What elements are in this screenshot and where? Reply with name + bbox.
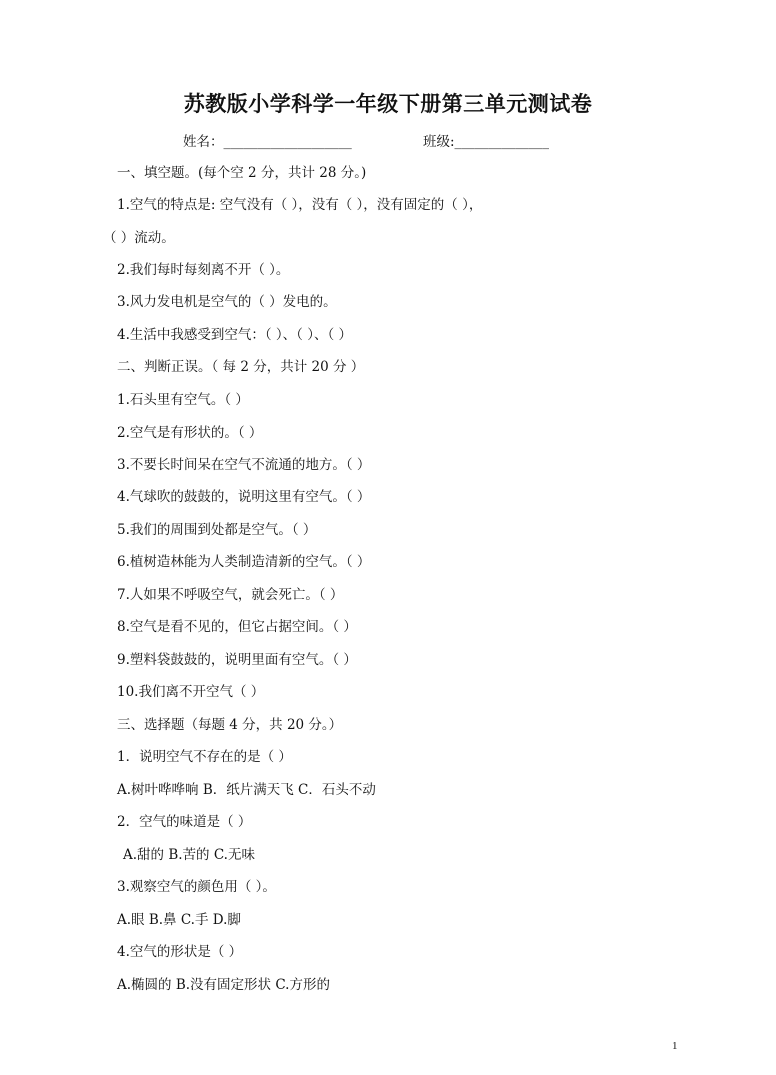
name-field: 姓名：___________________ [183,134,352,150]
choice-question-2-options: A.甜的 B.苦的 C.无味 [123,847,255,863]
page-title: 苏教版小学科学一年级下册第三单元测试卷 [183,92,593,116]
choice-question-3-options: A.眼 B.鼻 C.手 D.脚 [117,912,241,928]
page-number: 1 [672,1040,678,1052]
question-3: 3.风力发电机是空气的（ ）发电的。 [117,294,337,310]
choice-question-2: 2．空气的味道是（ ） [117,814,252,830]
section2-heading: 二、判断正误。（ 每 2 分，共计 20 分 ） [117,359,365,375]
choice-question-4: 4.空气的形状是（ ） [117,944,243,960]
judge-item: 1.石头里有空气。（ ） [117,392,249,408]
choice-question-3: 3.观察空气的颜色用（ ）。 [117,879,276,895]
judge-item: 2.空气是有形状的。（ ） [117,425,263,441]
question-1-line-2: （ ）流动。 [103,230,175,246]
judge-item: 4.气球吹的鼓鼓的，说明这里有空气。（ ） [117,489,371,505]
section1-heading: 一、填空题。(每个空 2 分，共计 28 分。) [117,165,367,181]
question-2: 2.我们每时每刻离不开（ ）。 [117,262,290,278]
judge-item: 10.我们离不开空气（ ） [117,684,265,700]
question-1-line-1: 1.空气的特点是: 空气没有（ ），没有（ ），没有固定的（ ）， [117,197,483,213]
judge-item: 7.人如果不呼吸空气，就会死亡。（ ） [117,587,344,603]
class-field: 班级:______________ [423,134,550,150]
judge-item: 5.我们的周围到处都是空气。（ ） [117,522,317,538]
choice-question-1-options: A.树叶哗哗响 B．纸片满天飞 C．石头不动 [117,782,376,798]
judge-item: 6.植树造林能为人类制造清新的空气。（ ） [117,554,371,570]
judge-item: 9.塑料袋鼓鼓的，说明里面有空气。（ ） [117,652,357,668]
question-4: 4.生活中我感受到空气：（ ）、（ ）、（ ） [117,327,353,343]
choice-question-1: 1．说明空气不存在的是（ ） [117,749,292,765]
judge-item: 3.不要长时间呆在空气不流通的地方。（ ） [117,457,371,473]
section3-heading: 三、选择题（每题 4 分，共 20 分。） [117,717,343,733]
choice-question-4-options: A.椭圆的 B.没有固定形状 C.方形的 [117,977,330,993]
judge-item: 8.空气是看不见的，但它占据空间。（ ） [117,619,357,635]
